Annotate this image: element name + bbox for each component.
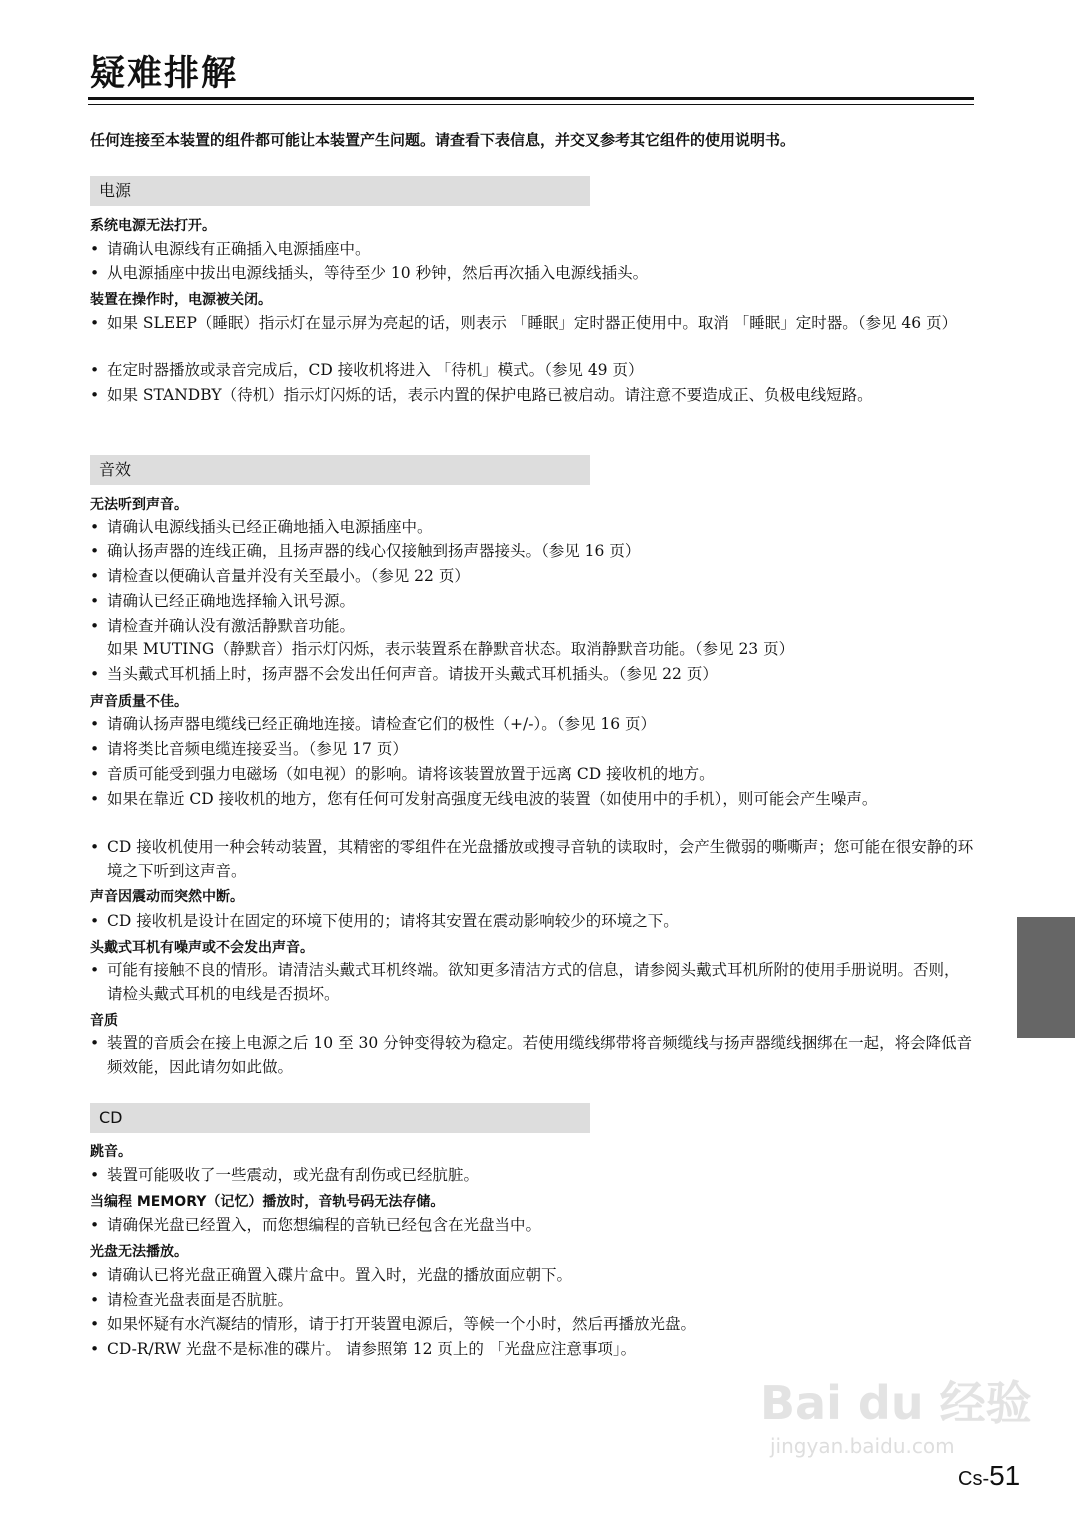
list-item: • 确认扬声器的连线正确，且扬声器的线心仅接触到扬声器接头。（参见 16 页）: [90, 539, 974, 563]
list-item: • 装置可能吸收了一些震动，或光盘有刮伤或已经肮脏。: [90, 1163, 974, 1187]
list-item: • 装置的音质会在接上电源之后 10 至 30 分钟变得较为稳定。若使用缆线绑带将音频缆线与扬声器缆线捆绑在一起，将会降低音频效能，因此请勿如此做。: [90, 1031, 974, 1079]
list-item: • 如果在靠近 CD 接收机的地方，您有任何可发射高强度无线电波的装置（如使用中的手机），则可能会产生噪声。: [90, 787, 974, 811]
problem-heading: 音质: [90, 1013, 118, 1029]
section-title: CD: [99, 1108, 123, 1127]
side-tab: [1017, 917, 1075, 1038]
list-item: • 如果 SLEEP（睡眠）指示灯在显示屏为亮起的话，则表示 「睡眠」定时器正使用中。取消 「睡眠」定时器。（参见 46 页）: [90, 311, 974, 335]
list-item-continuation: 如果 MUTING（静默音）指示灯闪烁，表示装置系在静默音状态。取消静默音功能。（参见 23 页）: [107, 640, 795, 658]
section-header-cd: [90, 1103, 590, 1133]
list-item: • 如果怀疑有水汽凝结的情形，请于打开装置电源后，等候一个小时，然后再播放光盘。: [90, 1312, 974, 1336]
list-item: • 请将类比音频电缆连接妥当。（参见 17 页）: [90, 737, 974, 761]
problem-heading: 头戴式耳机有噪声或不会发出声音。: [90, 940, 314, 956]
problem-heading: 声音因震动而突然中断。: [90, 889, 244, 905]
list-item: • 当头戴式耳机插上时，扬声器不会发出任何声音。请拔开头戴式耳机插头。（参见 22 页）: [90, 662, 974, 686]
intro-text: 任何连接至本装置的组件都可能让本装置产生问题。请查看下表信息，并交叉参考其它组件的使用说明书。: [90, 131, 796, 149]
list-item: • 从电源插座中拔出电源线插头，等待至少 10 秒钟，然后再次插入电源线插头。: [90, 261, 974, 285]
title-rule-thin: [88, 104, 974, 105]
problem-heading: 当编程 MEMORY（记忆）播放时，音轨号码无法存储。: [90, 1194, 445, 1210]
page-number-value: 51: [989, 1460, 1021, 1491]
list-item: • 请检查光盘表面是否肮脏。: [90, 1288, 974, 1312]
section-title: 电源: [99, 181, 132, 200]
problem-heading: 无法听到声音。: [90, 497, 188, 513]
problem-heading: 跳音。: [90, 1144, 132, 1160]
problem-heading: 装置在操作时，电源被关闭。: [90, 292, 272, 308]
page-number-prefix: Cs-: [958, 1468, 990, 1490]
list-item: • 请确认已经正确地选择输入讯号源。: [90, 589, 974, 613]
list-item: • 请确认电源线有正确插入电源插座中。: [90, 237, 974, 261]
problem-heading: 系统电源无法打开。: [90, 218, 216, 234]
list-item: • 如果 STANDBY（待机）指示灯闪烁的话，表示内置的保护电路已被启动。请注意不要造成正、负极电线短路。: [90, 383, 974, 407]
section-header-power: [90, 176, 590, 206]
list-item: • 请检查以便确认音量并没有关至最小。（参见 22 页）: [90, 564, 974, 588]
list-item: • 请检查并确认没有激活静默音功能。: [90, 614, 974, 638]
watermark-logo: Bai du 经验: [760, 1376, 1032, 1430]
list-item: • 请确认电源线插头已经正确地插入电源插座中。: [90, 515, 974, 539]
list-item: • 请确认已将光盘正确置入碟片盒中。置入时，光盘的播放面应朝下。: [90, 1263, 974, 1287]
problem-heading: 光盘无法播放。: [90, 1244, 188, 1260]
page-number: [958, 1456, 1020, 1501]
list-item: • CD-R/RW 光盘不是标准的碟片。 请参照第 12 页上的 「光盘应注意事项」。: [90, 1337, 974, 1361]
title-rule-thick: [88, 97, 974, 100]
section-header-sound: [90, 455, 590, 485]
list-item: • 请确认扬声器电缆线已经正确地连接。请检查它们的极性（+/-）。（参见 16 页）: [90, 712, 974, 736]
list-item: • 在定时器播放或录音完成后，CD 接收机将进入 「待机」模式。（参见 49 页）: [90, 358, 974, 382]
watermark-url: jingyan.baidu.com: [770, 1434, 955, 1458]
problem-heading: 声音质量不佳。: [90, 694, 188, 710]
page-title: 疑难排解: [90, 54, 239, 94]
section-title: 音效: [99, 460, 132, 479]
list-item: • 音质可能受到强力电磁场（如电视）的影响。请将该装置放置于远离 CD 接收机的地方。: [90, 762, 974, 786]
list-item: • CD 接收机是设计在固定的环境下使用的；请将其安置在震动影响较少的环境之下。: [90, 909, 974, 933]
list-item: • 可能有接触不良的情形。请清洁头戴式耳机终端。欲知更多清洁方式的信息，请参阅头戴式耳机所附的使用手册说明。否则，请检头戴式耳机的电线是否损坏。: [90, 958, 974, 1006]
list-item: • CD 接收机使用一种会转动装置，其精密的零组件在光盘播放或搜寻音轨的读取时，会产生微弱的嘶嘶声；您可能在很安静的环境之下听到这声音。: [90, 835, 974, 883]
list-item: • 请确保光盘已经置入，而您想编程的音轨已经包含在光盘当中。: [90, 1213, 974, 1237]
